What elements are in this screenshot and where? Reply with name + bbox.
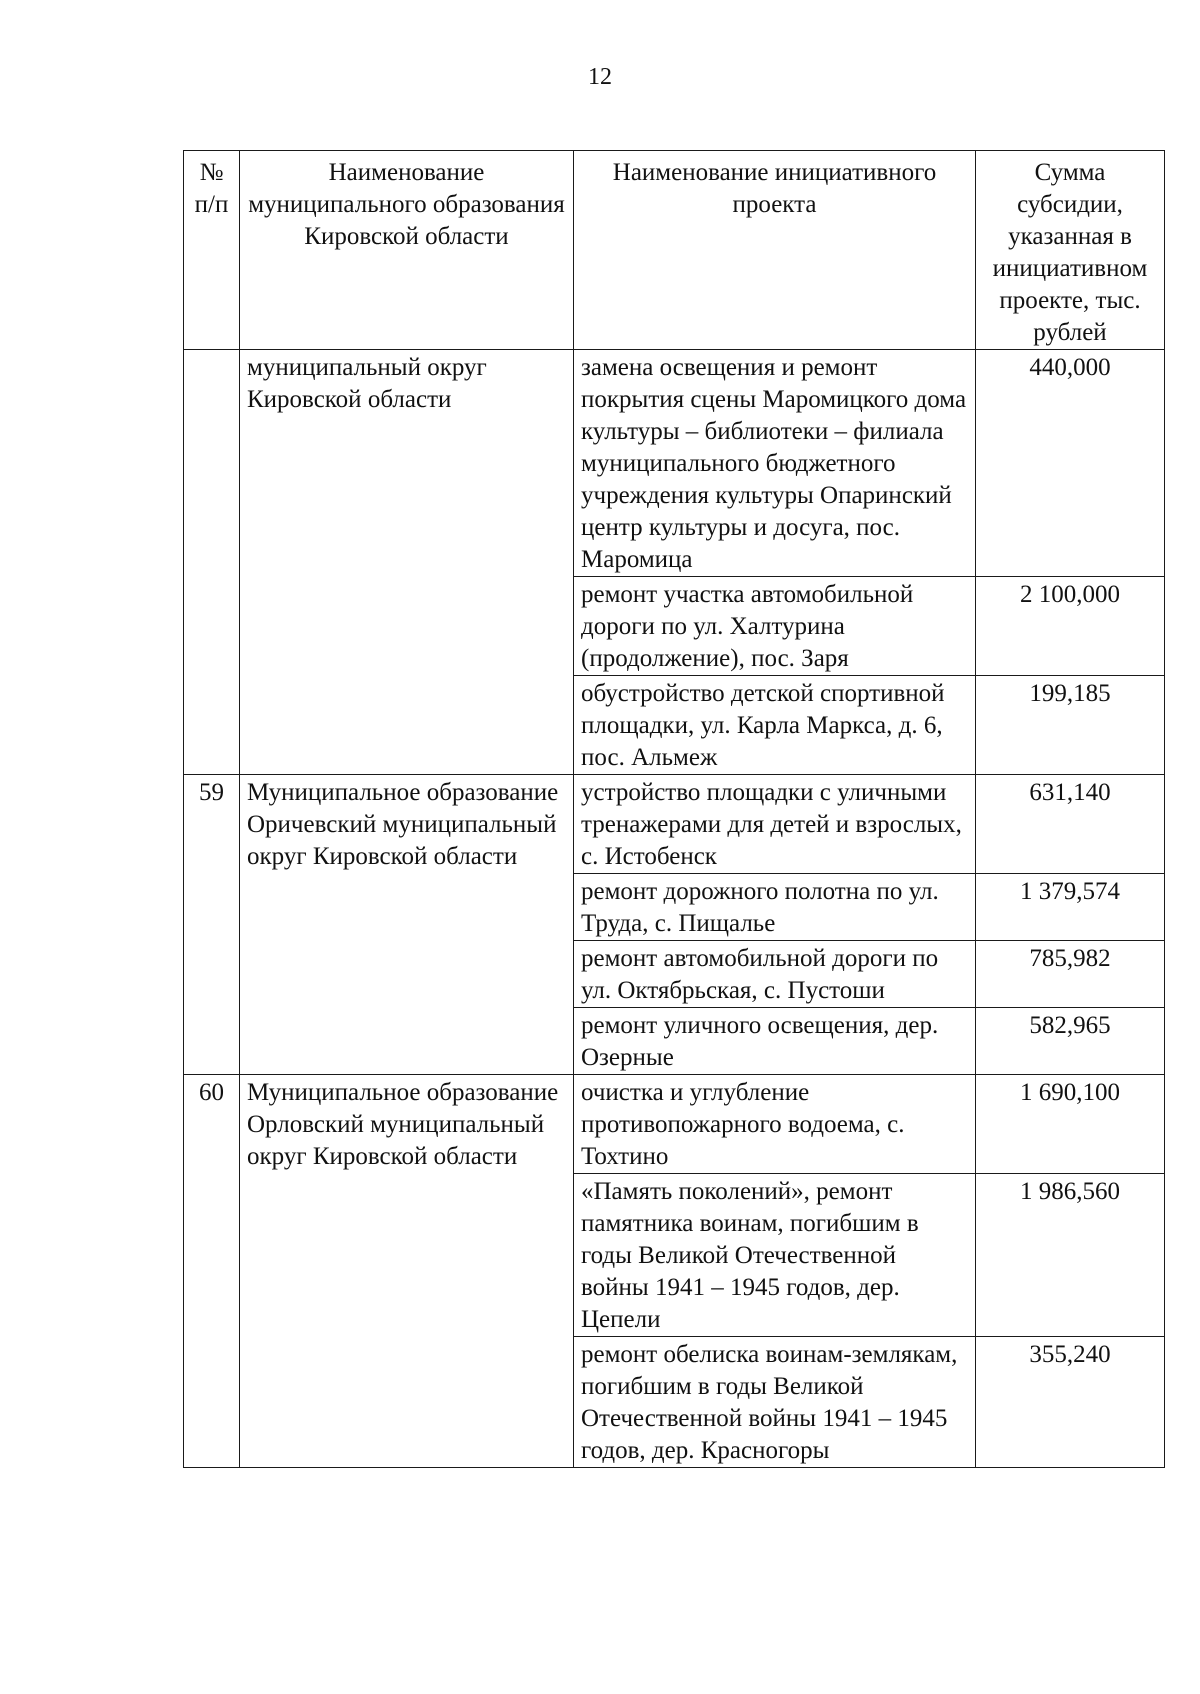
subsidy-sum: 582,965 [976,1008,1165,1075]
header-project: Наименование инициативного проекта [574,151,976,350]
header-sum: Сумма субсидии, указанная в инициативном проекте, тыс. рублей [976,151,1165,350]
table-row [184,350,1165,577]
project-name: устройство площадки с уличными тренажерами для детей и взрослых, с. Истобенск [574,775,976,874]
municipality-name: муниципальный округ Кировской области [240,350,574,775]
table-row [184,1075,1165,1174]
project-name: очистка и углубление противопожарного водоема, с. Тохтино [574,1075,976,1174]
project-name: ремонт обелиска воинам-землякам, погибшим в годы Великой Отечественной войны 1941 – 1945 годов, дер. Красногоры [574,1337,976,1468]
project-name: ремонт дорожного полотна по ул. Труда, с. Пищалье [574,874,976,941]
project-name: «Память поколений», ремонт памятника воинам, погибшим в годы Великой Отечественной войны 1941 – 1945 годов, дер. Цепели [574,1174,976,1337]
subsidy-table [183,150,1165,1468]
subsidy-sum: 355,240 [976,1337,1165,1468]
subsidy-sum: 2 100,000 [976,577,1165,676]
header-num: № п/п [184,151,240,350]
table-header-row [184,151,1165,350]
page-number: 12 [588,64,612,90]
row-num: 60 [184,1075,240,1468]
subsidy-sum: 440,000 [976,350,1165,577]
project-name: ремонт автомобильной дороги по ул. Октябрьская, с. Пустоши [574,941,976,1008]
row-num: 59 [184,775,240,1075]
subsidy-sum: 785,982 [976,941,1165,1008]
header-municipality: Наименование муниципального образования Кировской области [240,151,574,350]
project-name: обустройство детской спортивной площадки, ул. Карла Маркса, д. 6, пос. Альмеж [574,676,976,775]
project-name: ремонт участка автомобильной дороги по ул. Халтурина (продолжение), пос. Заря [574,577,976,676]
subsidy-sum: 199,185 [976,676,1165,775]
project-name: ремонт уличного освещения, дер. Озерные [574,1008,976,1075]
table-row [184,775,1165,874]
subsidy-sum: 631,140 [976,775,1165,874]
municipality-name: Муниципальное образование Оричевский муниципальный округ Кировской области [240,775,574,1075]
row-num [184,350,240,775]
subsidy-sum: 1 986,560 [976,1174,1165,1337]
subsidy-sum: 1 379,574 [976,874,1165,941]
subsidy-sum: 1 690,100 [976,1075,1165,1174]
municipality-name: Муниципальное образование Орловский муниципальный округ Кировской области [240,1075,574,1468]
project-name: замена освещения и ремонт покрытия сцены Маромицкого дома культуры – библиотеки – филиала муниципального бюджетного учреждения культуры Опаринский центр культуры и досуга, пос. Маромица [574,350,976,577]
